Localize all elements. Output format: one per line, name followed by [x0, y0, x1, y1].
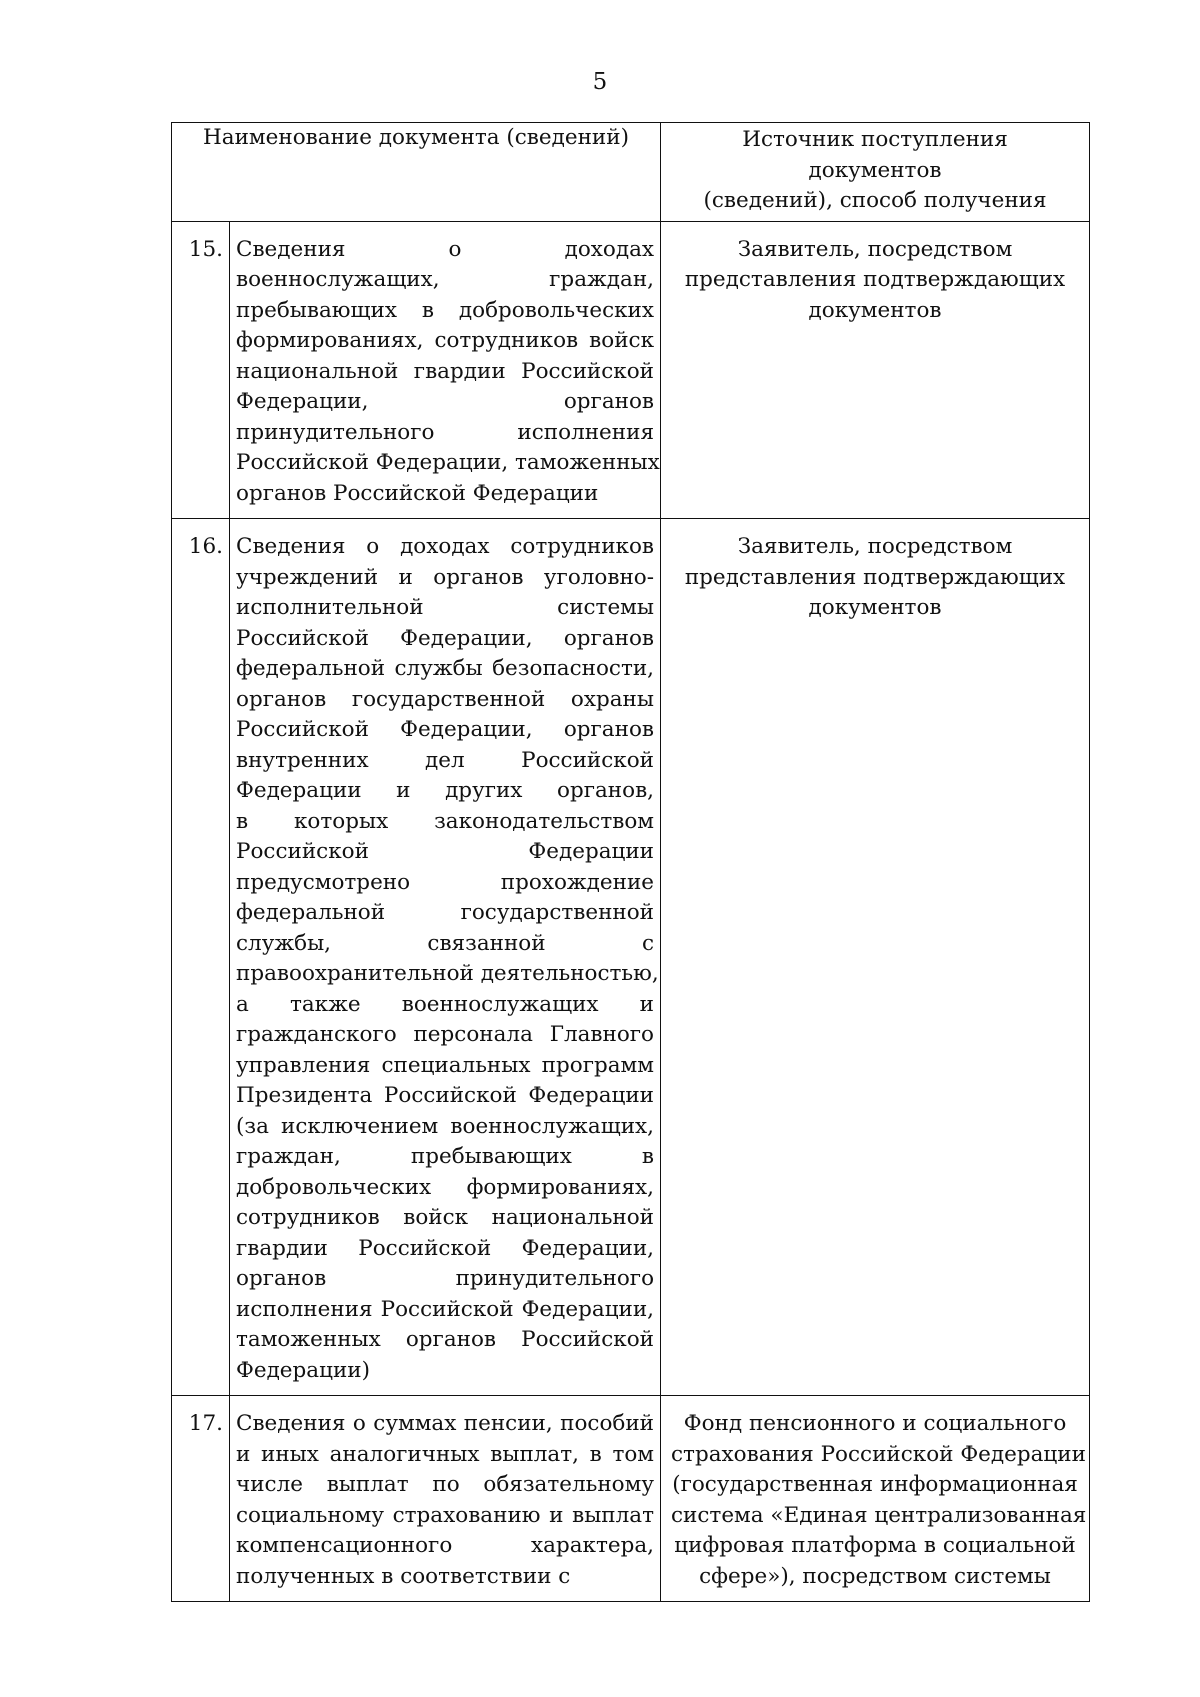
documents-table [171, 122, 1090, 1602]
document-name-line: гражданского персонала Главного [236, 1022, 655, 1047]
document-name-line: таможенных органов Российской [236, 1327, 655, 1352]
document-name-line: управления специальных программ [236, 1052, 655, 1078]
document-name-line: числе выплат по обязательному [236, 1472, 655, 1497]
document-name-line: федеральной государственной [236, 900, 655, 925]
document-name-line: учреждений и органов уголовно- [236, 564, 655, 590]
header-source-line: Источник поступления документов [742, 127, 1008, 183]
source-line: документов [808, 297, 942, 323]
document-name-line: пребывающих в добровольческих [236, 297, 655, 323]
document-name-line: социальному страхованию и выплат [236, 1502, 655, 1528]
document-name-line: предусмотрено прохождение [236, 869, 655, 895]
row-document-name [230, 1396, 661, 1602]
source-line: документов [808, 595, 942, 620]
source-line: (государственная информационная [672, 1472, 1078, 1497]
document-name-line: федеральной службы безопасности, [236, 656, 655, 681]
source-line: сфере»), посредством системы [699, 1563, 1051, 1589]
document-name-line: Российской Федерации, органов [236, 717, 655, 742]
table-header-row [172, 123, 1090, 222]
document-name-line: (за исключением военнослужащих, [236, 1113, 655, 1139]
row-number: 17. [172, 1396, 230, 1602]
document-name-line: Российской Федерации, органов [236, 625, 655, 651]
document-name-line: полученных в соответствии с [236, 1563, 571, 1589]
source-line: система «Единая централизованная [671, 1502, 1087, 1528]
document-name-line: компенсационного характера, [236, 1533, 655, 1558]
source-line: Заявитель, посредством [737, 236, 1013, 262]
document-name-line: Сведения о суммах пенсии, пособий [236, 1411, 655, 1436]
document-name-line: формированиях, сотрудников войск [236, 328, 655, 353]
document-name-line: Российской Федерации [236, 839, 655, 864]
row-document-name [230, 519, 661, 1396]
table-row [172, 221, 1090, 519]
table-row [172, 1396, 1090, 1602]
row-document-name [230, 221, 661, 519]
document-name-line: сотрудников войск национальной [236, 1205, 655, 1230]
document-name-line: правоохранительной деятельностью, [236, 961, 659, 986]
document-name-line: исполнительной системы [236, 595, 655, 620]
document-name-line: национальной гвардии Российской [236, 358, 655, 384]
document-name-line: Федерации и других органов, [236, 778, 655, 803]
row-number: 16. [172, 519, 230, 1396]
source-line: Заявитель, посредством [737, 534, 1013, 559]
document-name-line: органов принудительного [236, 1266, 655, 1291]
document-name-line: Сведения о доходах сотрудников [236, 534, 655, 559]
source-line: представления подтверждающих [684, 564, 1066, 590]
document-name-line: внутренних дел Российской [236, 747, 655, 773]
document-name-line: Федерации) [236, 1357, 370, 1383]
document-name-line: Президента Российской Федерации [236, 1083, 655, 1108]
document-name-line: службы, связанной с [236, 930, 655, 956]
row-source [661, 519, 1090, 1396]
source-line: страхования Российской Федерации [671, 1441, 1086, 1467]
source-line: цифровая платформа в социальной [674, 1533, 1076, 1558]
document-name-line: Сведения о доходах [236, 236, 655, 262]
document-name-line: органов Российской Федерации [236, 480, 599, 506]
document-name-line: военнослужащих, граждан, [236, 267, 655, 292]
header-source [661, 123, 1090, 222]
document-name-line: исполнения Российской Федерации, [236, 1296, 655, 1322]
row-source [661, 221, 1090, 519]
document-name-line: Федерации, органов [236, 389, 655, 414]
table-row [172, 519, 1090, 1396]
document-name-line: гвардии Российской Федерации, [236, 1235, 655, 1261]
document-name-line: граждан, пребывающих в [236, 1144, 655, 1169]
document-name-line: в которых законодательством [236, 808, 655, 834]
page-number: 5 [592, 69, 608, 95]
document-name-line: принудительного исполнения [236, 419, 655, 445]
row-source [661, 1396, 1090, 1602]
document-name-line: Российской Федерации, таможенных [236, 450, 660, 475]
document-name-line: и иных аналогичных выплат, в том [236, 1441, 655, 1467]
document-name-line: органов государственной охраны [236, 686, 655, 712]
header-document-name: Наименование документа (сведений) [172, 123, 661, 222]
document-name-line: а также военнослужащих и [236, 991, 655, 1017]
source-line: Фонд пенсионного и социального [683, 1411, 1067, 1436]
header-source-line: (сведений), способ получения [703, 188, 1047, 213]
source-line: представления подтверждающих [684, 267, 1066, 292]
document-name-line: добровольческих формированиях, [236, 1174, 655, 1200]
row-number: 15. [172, 221, 230, 519]
